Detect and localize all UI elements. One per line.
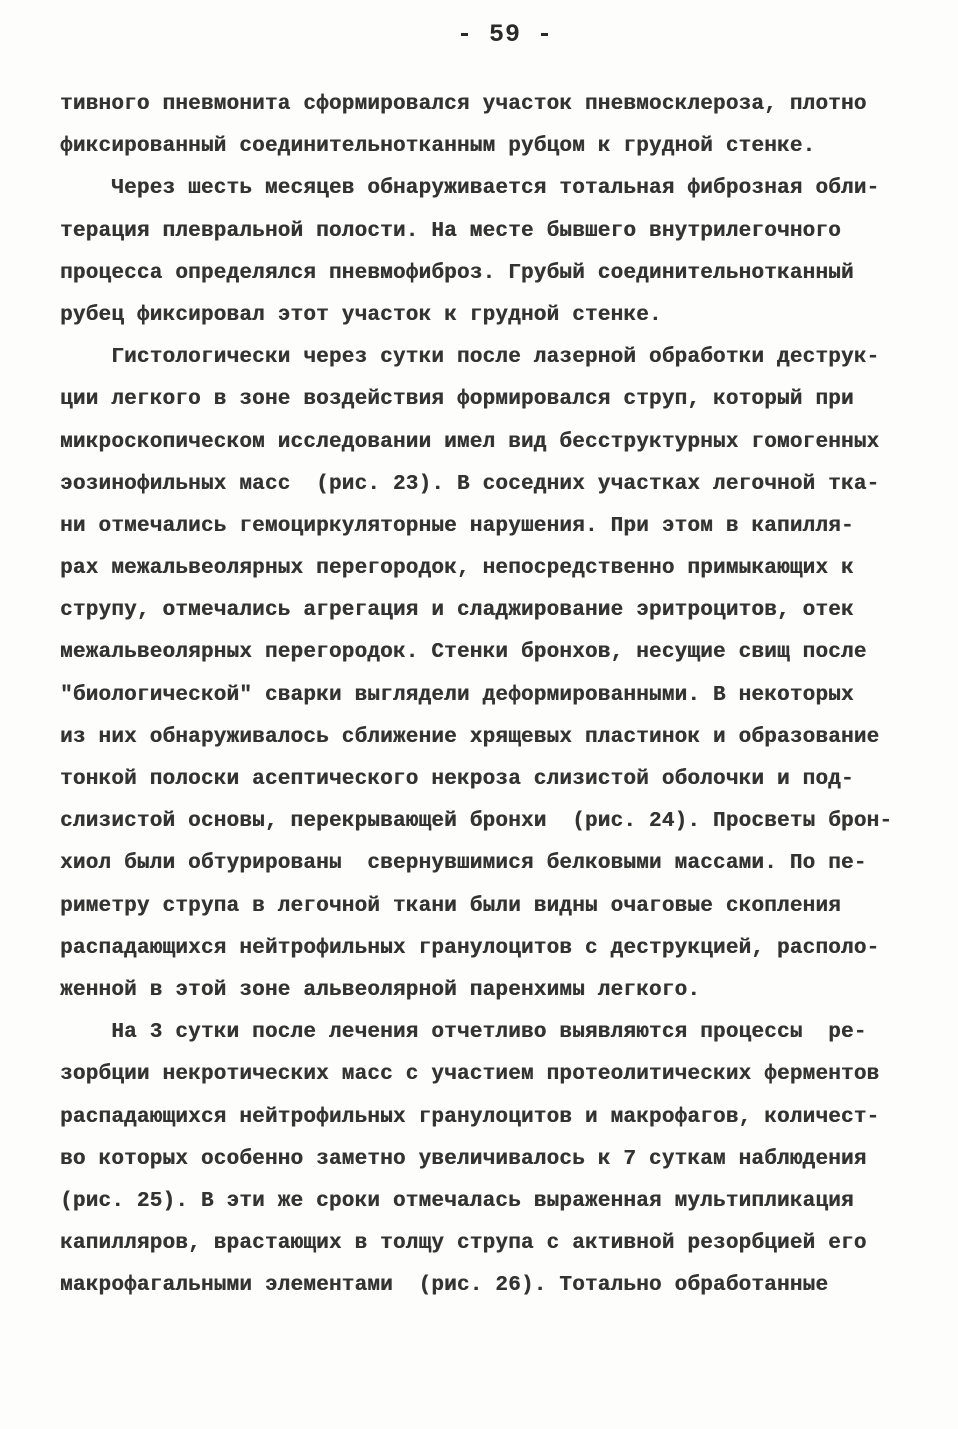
text-line: рубец фиксировал этот участок к грудной стенке. xyxy=(60,303,662,327)
text-line: распадающихся нейтрофильных гранулоцитов с деструкцией, располо- xyxy=(60,936,880,960)
text-line: эозинофильных масс (рис. 23). В соседних участках легочной тка- xyxy=(60,472,880,496)
text-line: распадающихся нейтрофильных гранулоцитов и макрофагов, количест- xyxy=(60,1105,880,1129)
text-line: слизистой основы, перекрывающей бронхи (рис. 24). Просветы брон- xyxy=(60,810,893,834)
text-line: фиксированный соединительнотканным рубцом к грудной стенке. xyxy=(60,135,816,159)
body-text xyxy=(60,84,900,1307)
text-line: женной в этой зоне альвеолярной паренхимы легкого. xyxy=(60,978,701,1002)
text-line: терация плевральной полости. На месте бывшего внутрилегочного xyxy=(60,219,841,243)
text-line: ции легкого в зоне воздействия формировался струп, который при xyxy=(60,388,854,412)
text-line: зорбции некротических масс с участием протеолитических ферментов xyxy=(60,1063,880,1087)
text-line: во которых особенно заметно увеличивалось к 7 суткам наблюдения xyxy=(60,1147,867,1171)
text-line: Через шесть месяцев обнаруживается тотальная фиброзная обли- xyxy=(60,177,880,201)
text-line: макрофагальными элементами (рис. 26). Тотально обработанные xyxy=(60,1274,829,1298)
text-line: межальвеолярных перегородок. Стенки бронхов, несущие свищ после xyxy=(60,641,867,665)
text-line: На 3 сутки после лечения отчетливо выявляются процессы ре- xyxy=(60,1021,867,1045)
text-line: "биологической" сварки выглядели деформированными. В некоторых xyxy=(60,683,854,707)
text-line: микроскопическом исследовании имел вид бесструктурных гомогенных xyxy=(60,430,880,454)
text-line: хиол были обтурированы свернувшимися белковыми массами. По пе- xyxy=(60,852,867,876)
page-number: - 59 - xyxy=(456,20,553,49)
text-line: ни отмечались гемоциркуляторные нарушения. При этом в капилля- xyxy=(60,514,854,538)
text-line: из них обнаруживалось сближение хрящевых пластинок и образование xyxy=(60,725,880,749)
text-line: Гистологически через сутки после лазерной обработки деструк- xyxy=(60,346,880,370)
text-line: риметру струпа в легочной ткани были видны очаговые скопления xyxy=(60,894,841,918)
text-line: рах межальвеолярных перегородок, непосредственно примыкающих к xyxy=(60,557,854,581)
text-line: тонкой полоски асептического некроза слизистой оболочки и под- xyxy=(60,768,854,791)
text-line: капилляров, врастающих в толщу струпа с активной резорбцией его xyxy=(60,1232,867,1256)
text-line: (рис. 25). В эти же сроки отмечалась выраженная мультипликация xyxy=(60,1189,854,1213)
text-line: струпу, отмечались агрегация и сладжирование эритроцитов, отек xyxy=(60,599,854,623)
text-line: тивного пневмонита сформировался участок пневмосклероза, плотно xyxy=(60,93,867,116)
text-line: процесса определялся пневмофиброз. Грубый соединительнотканный xyxy=(60,261,854,285)
